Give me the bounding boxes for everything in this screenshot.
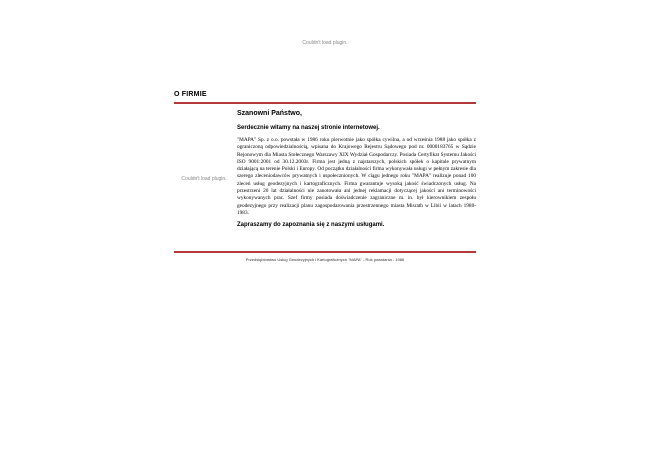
plugin-placeholder-left: Couldn't load plugin. xyxy=(181,176,227,182)
plugin-placeholder-top: Couldn't load plugin. xyxy=(302,40,348,46)
welcome-text: Serdecznie witamy na naszej stronie internetowej. xyxy=(237,125,380,131)
divider-bottom xyxy=(174,251,476,253)
company-description: "MAPA" Sp. z o.o. powstała w 1986 roku pierwotnie jako spółka cywilna, a od września 1988 jako spółka z ograniczoną odpowiedzialnością, wpisana do Krajowego Rejestru Sądowego pod nr. 0000183765 w Sądzie Rejonowym dla Miasta Stołecznego Warszawy XIX Wydział Gospodarczy. Posiada Certyfikat Systemu Jakości ISO 9001:2001 od 30.12.2003r. Firma jest jedną z najstarszych, polskich spółek o kapitale prywatnym działającą na terenie Polski i Europy. Od początku działalności firma wykonywała usługi w pełnym zakresie dla szerego zleceniodawców prywatnych i uspołecznionych. W ciągu jednego roku "MAPA" realizuje ponad 100 zleceń usług geodezyjnych i kartograficznych. Firma gwarantuje wysoką jakość świadczonych usług. Na przestrzeni 20 lat działalności nie zanotowała ani jednej reklamacji dotyczącej jakości ani terminowości wykonywanych prac. Szef firmy posiada doświadczenie zagraniczne m. in. był kierownikiem zespołu geodezyjnego przy realizacji planu zagospodarowania przestrzennego miasta Misrath w Libii w latach 1980-1983. xyxy=(237,137,476,216)
footer-text: Przedsiębiorstwo Usług Geodezyjnych i Kartograficznych "MAPA" - Rok powstania - 1986 xyxy=(245,257,405,262)
divider-top xyxy=(174,102,476,104)
section-title: O FIRMIE xyxy=(174,91,207,98)
greeting: Szanowni Państwo, xyxy=(237,110,302,117)
invite-text: Zapraszamy do zapoznania się z naszymi usługami. xyxy=(237,222,385,229)
about-content xyxy=(237,110,476,228)
